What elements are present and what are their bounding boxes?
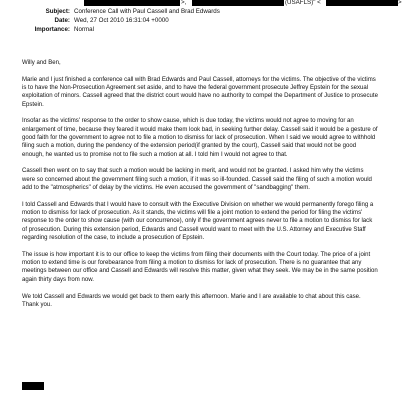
header-fragment-2: (USAFLS)" <: [285, 0, 321, 6]
paragraph-3: Cassell then went on to say that such a motion would be lacking in merit, and would not be granted. I asked him why the victims were so concerned about the government filing such a motion, if it was so ill-founded. Cassell said the filing of such a motion would add to the "atmospherics" of delay by the victims. He even accused the government of "sandbagging" them.: [22, 168, 372, 192]
paragraph-5: The issue is how important it is to our office to keep the victims from filing their documents with the Court today. The price of a joint motion to extend time is our forebearance from filing a motion to dismiss for lack of prosecution. There is no guarantee that any meetings between our office and Cassell and Edwards will resolve this matter, given what they seek. We may be in the same position again thirty days from now.: [22, 251, 378, 283]
redaction-bar-top-middle: [192, 0, 284, 6]
header-fragment-3: >: [398, 0, 402, 6]
date-label: Date:: [54, 17, 70, 24]
header-fragment-1: >,: [181, 0, 187, 6]
redaction-bar-top-right: [326, 0, 398, 6]
importance-row: [8, 25, 388, 34]
paragraph-1: Marie and I just finished a conference call with Brad Edwards and Paul Cassell, attorneys for the victims. The objective of the victims is to have the Non-Prosecution Agreement set aside, and to have the federal government prosecute Jeffrey Epstein for the sexual exploitation of minors. Cassell agreed that the district court would have no authority to compel the Department of Justice to prosecute Epstein.: [22, 76, 378, 108]
importance-label: Importance:: [34, 26, 70, 33]
date-row: [8, 16, 388, 25]
greeting: Willy and Ben,: [22, 60, 61, 66]
date-value: Wed, 27 Oct 2010 16:31:04 +0000: [74, 17, 169, 24]
redaction-bar-signature: [22, 382, 44, 390]
subject-row: [8, 7, 388, 16]
paragraph-4: I told Cassell and Edwards that I would have to consult with the Executive Division on whether we would permanently forego filing a motion to dismiss for lack of prosecution. As it stands, the victims will file a joint motion to extend the period for filing the victims' response to the order to show cause (with our concurrence), only if the government agrees never to file a motion to dismiss for lack of prosecution. During this extension period, Edwards and Cassell would want to meet with the U.S. Attorney and Executive Staff regarding resolution of the case, to include a prosecution of Epstein.: [22, 201, 374, 242]
subject-value: Conference Call with Paul Cassell and Brad Edwards: [74, 8, 220, 15]
importance-value: Normal: [74, 26, 94, 33]
subject-label: Subject:: [45, 8, 70, 15]
paragraph-2: Insofar as the victims' response to the order to show cause, which is due today, the victims would not agree to moving for an enlargement of time, because they feared it would make them look bad, in seeking further delay. Cassell said it would be a gesture of good faith for the government to agree not to file a motion to dismiss for lack of prosecution. When I said we would agree to withhold filing such a motion, during the pendency of the extension period(if granted by the court), Cassell said that would not be good enough, he wanted us to promise not to file such a motion at all. I told him I would not agree to that.: [22, 118, 378, 158]
paragraph-6: We told Cassell and Edwards we would get back to them early this afternoon. Marie and I are available to chat about this case. Thank you.: [22, 293, 361, 308]
email-body: [22, 59, 378, 309]
redaction-bar-top-left: [84, 0, 180, 6]
